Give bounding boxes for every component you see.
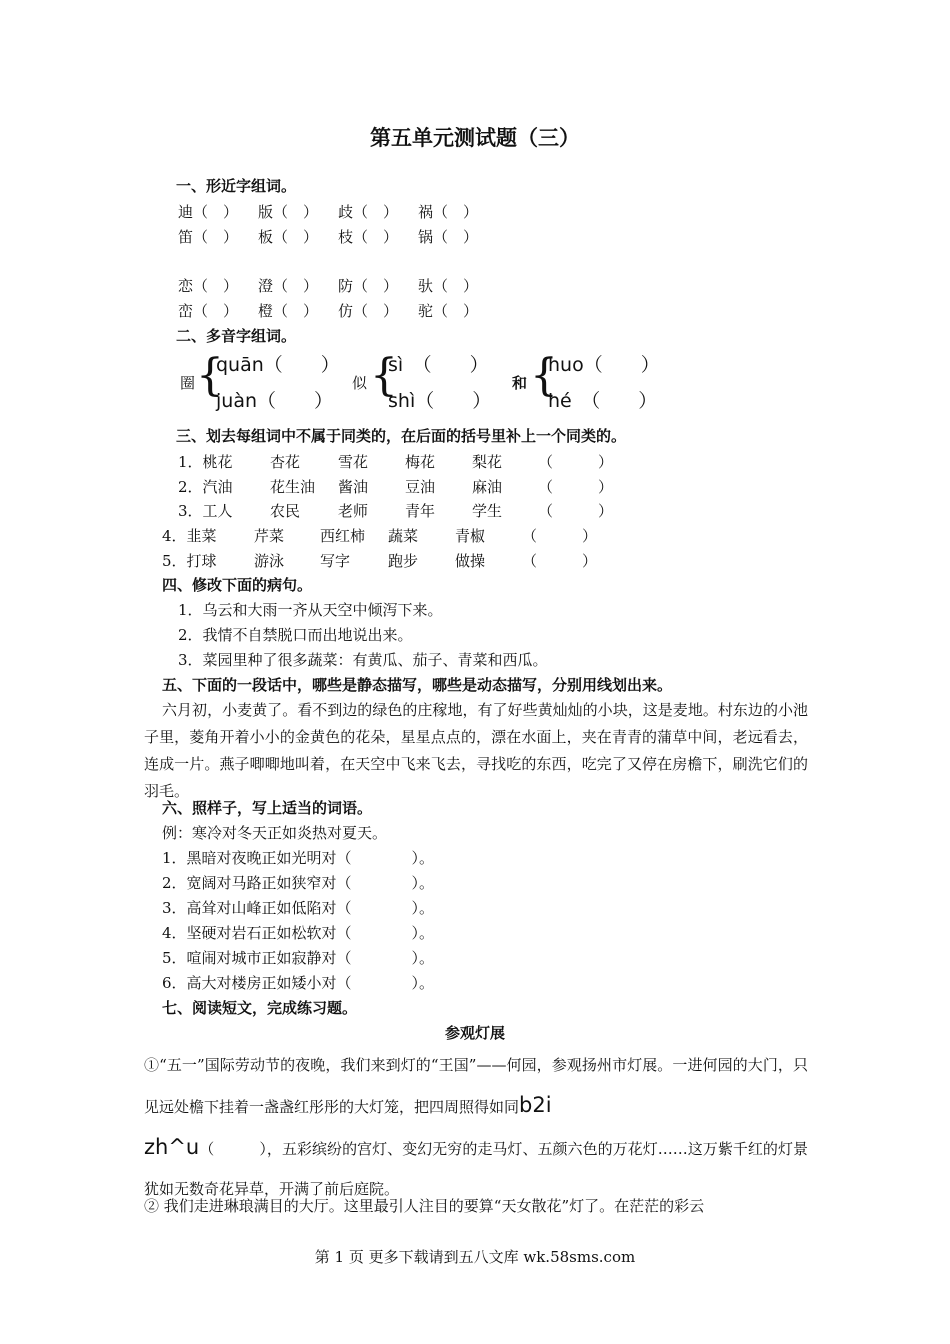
s3-word: 梅花 bbox=[405, 453, 436, 471]
s3-word: 3．工人 bbox=[178, 502, 233, 520]
s5-paragraph: 六月初，小麦黄了。看不到边的绿色的庄稼地，有了好些黄灿灿的小块，这是麦地。村东边的小池子里，菱角开着小小的金黄色的花朵，星星点点的，漂在水面上，夹在青青的蒲草中间，老远看去，连成一片。燕子唧唧地叫着，在天空中飞来飞去，寻找吃的东西，吃完了又停在房檐下，刷洗它们的羽毛。 bbox=[144, 701, 808, 800]
pinyin-option: sì （ ） bbox=[388, 354, 489, 376]
s3-word: 梨花 bbox=[472, 453, 503, 471]
s1-cell: 驮（ ） bbox=[418, 277, 479, 295]
s6-example: 例：寒冷对冬天正如炎热对夏天。 bbox=[162, 824, 388, 842]
s1-cell: 驼（ ） bbox=[418, 302, 479, 320]
pinyin-option: quān（ ） bbox=[216, 354, 340, 376]
s1-cell: 防（ ） bbox=[338, 277, 399, 295]
s3-word: 写字 bbox=[320, 552, 351, 570]
s1-cell: 锅（ ） bbox=[418, 228, 479, 246]
s3-word: 5．打球 bbox=[162, 552, 217, 570]
s1-cell: 迪（ ） bbox=[178, 203, 239, 221]
s1-cell: 橙（ ） bbox=[258, 302, 319, 320]
s3-word: 芹菜 bbox=[254, 527, 285, 545]
s3-word: 雪花 bbox=[338, 453, 369, 471]
s3-word: 西红柿 bbox=[320, 527, 366, 545]
s6-item: 5．喧闹对城市正如寂静对（ ）。 bbox=[162, 949, 435, 967]
section-6-heading: 六、照样子，写上适当的词语。 bbox=[162, 799, 373, 817]
s3-word: 游泳 bbox=[254, 552, 285, 570]
article-paragraph-2: ② 我们走进琳琅满目的大厅。这里最引人注目的要算“天女散花”灯了。在茫茫的彩云 bbox=[144, 1197, 705, 1215]
section-5-heading: 五、下面的一段话中，哪些是静态描写，哪些是动态描写，分别用线划出来。 bbox=[162, 676, 673, 694]
s3-blank: （ ） bbox=[538, 502, 614, 520]
s1-cell: 仿（ ） bbox=[338, 302, 399, 320]
s3-word: 麻油 bbox=[472, 478, 503, 496]
s3-word: 蔬菜 bbox=[388, 527, 419, 545]
s6-item: 2．宽阔对马路正如狭窄对（ ）。 bbox=[162, 874, 435, 892]
s3-word: 1．桃花 bbox=[178, 453, 233, 471]
article-title: 参观灯展 bbox=[444, 1024, 505, 1042]
p1-text-a: ①“五一”国际劳动节的夜晚，我们来到灯的“王国”——何园，参观扬州市灯展。一进何园的大门，只见远处檐下挂着一盏盏红彤彤的大灯笼，把四周照得如同 bbox=[144, 1056, 808, 1116]
s3-word: 青年 bbox=[405, 502, 436, 520]
pinyin-option: shì（ ） bbox=[388, 390, 492, 412]
s3-blank: （ ） bbox=[522, 552, 598, 570]
s3-word: 跑步 bbox=[388, 552, 419, 570]
s1-cell: 笛（ ） bbox=[178, 228, 239, 246]
s3-word: 做操 bbox=[455, 552, 486, 570]
s3-word: 青椒 bbox=[455, 527, 486, 545]
s4-item: 1．乌云和大雨一齐从天空中倾泻下来。 bbox=[178, 601, 443, 619]
section-3-heading: 三、划去每组词中不属于同类的，在后面的括号里补上一个同类的。 bbox=[176, 427, 627, 445]
s1-cell: 版（ ） bbox=[258, 203, 319, 221]
section-4-heading: 四、修改下面的病句。 bbox=[162, 576, 313, 594]
pinyin-option: huo（ ） bbox=[548, 354, 660, 376]
pinyin-blank-2: zh^u bbox=[144, 1135, 200, 1159]
article-paragraph-1 bbox=[144, 1045, 808, 1209]
s3-word: 农民 bbox=[270, 502, 301, 520]
s1-cell: 恋（ ） bbox=[178, 277, 239, 295]
section-2-heading: 二、多音字组词。 bbox=[176, 327, 297, 345]
s3-word: 酱油 bbox=[338, 478, 369, 496]
s1-cell: 板（ ） bbox=[258, 228, 319, 246]
s1-cell: 澄（ ） bbox=[258, 277, 319, 295]
s3-blank: （ ） bbox=[538, 478, 614, 496]
s1-cell: 枝（ ） bbox=[338, 228, 399, 246]
pinyin-blank-1: b2i bbox=[519, 1093, 552, 1117]
s6-item: 1．黑暗对夜晚正如光明对（ ）。 bbox=[162, 849, 435, 867]
s6-item: 4．坚硬对岩石正如松软对（ ）。 bbox=[162, 924, 435, 942]
s6-item: 3．高耸对山峰正如低陷对（ ）。 bbox=[162, 899, 435, 917]
s4-item: 2．我情不自禁脱口而出地说出来。 bbox=[178, 626, 413, 644]
pinyin-option: hé （ ） bbox=[548, 390, 658, 412]
brace-glyph: { bbox=[530, 350, 558, 401]
s3-word: 花生油 bbox=[270, 478, 316, 496]
polyphone-char: 似 bbox=[352, 374, 368, 392]
brace-glyph: { bbox=[196, 350, 224, 401]
section-1-heading: 一、形近字组词。 bbox=[176, 177, 297, 195]
polyphone-char: 和 bbox=[512, 374, 528, 392]
s1-cell: 祸（ ） bbox=[418, 203, 479, 221]
polyphone-char: 圈 bbox=[180, 374, 196, 392]
s1-cell: 歧（ ） bbox=[338, 203, 399, 221]
s3-word: 老师 bbox=[338, 502, 369, 520]
pinyin-option: juàn（ ） bbox=[216, 390, 334, 412]
brace-glyph: { bbox=[370, 350, 398, 401]
s3-word: 学生 bbox=[472, 502, 503, 520]
s3-blank: （ ） bbox=[522, 527, 598, 545]
s6-item: 6．高大对楼房正如矮小对（ ）。 bbox=[162, 974, 435, 992]
s3-word: 豆油 bbox=[405, 478, 436, 496]
s4-item: 3．菜园里种了很多蔬菜：有黄瓜、茄子、青菜和西瓜。 bbox=[178, 651, 548, 669]
section-7-heading: 七、阅读短文，完成练习题。 bbox=[162, 999, 358, 1017]
page-title: 第五单元测试题（三） bbox=[370, 126, 580, 150]
s1-cell: 峦（ ） bbox=[178, 302, 239, 320]
s3-word: 杏花 bbox=[270, 453, 301, 471]
s3-word: 4．韭菜 bbox=[162, 527, 217, 545]
s3-word: 2．汽油 bbox=[178, 478, 233, 496]
page-footer: 第 1 页 更多下载请到五八文库 wk.58sms.com bbox=[314, 1248, 636, 1266]
s3-blank: （ ） bbox=[538, 453, 614, 471]
p1-text-b: （ ），五彩缤纷的宫灯、变幻无穷的走马灯、五颜六色的万花灯……这万紫千红的灯景犹如无数奇花异草，开满了前后庭院。 bbox=[144, 1140, 808, 1198]
